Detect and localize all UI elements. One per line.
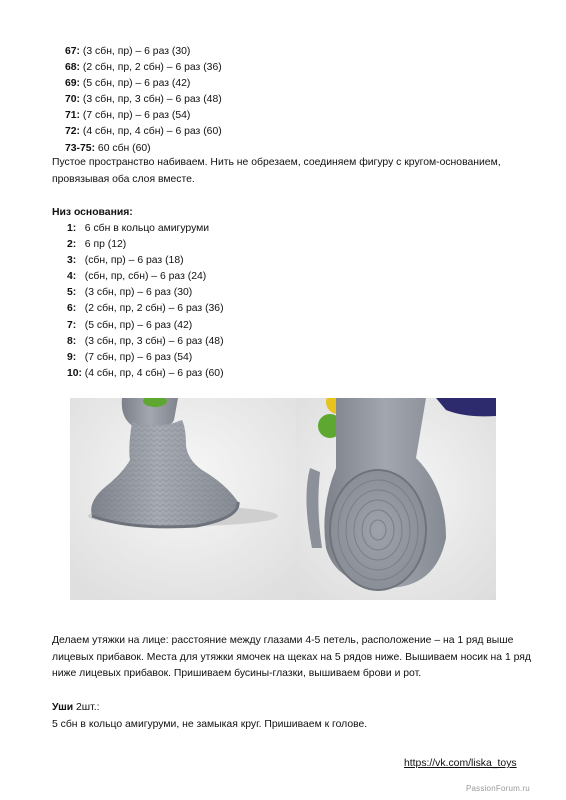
instruction-row [65,44,222,60]
row-text: 6 пр (12) [84,239,127,251]
row-text: (3 сбн, пр, 3 сбн) – 6 раз (48) [84,335,224,347]
row-number: 67: [65,46,81,57]
row-number: 4: [67,271,77,283]
row-text: (4 сбн, пр, 4 сбн) – 6 раз (60) [84,367,224,379]
row-number: 10: [67,367,83,379]
row-text: 60 сбн (60) [95,142,151,154]
row-text: 6 сбн в кольцо амигуруми [84,223,210,234]
row-text: (4 сбн, пр, 4 сбн) – 6 раз (60) [80,126,222,138]
photo-base-side [70,398,296,600]
instruction-row [65,108,222,124]
row-number: 8: [67,335,77,347]
ears-text: 5 сбн в кольцо амигуруми, не замыкая круг. Пришиваем к голове. [52,719,368,730]
base-heading: Низ основания: [52,207,133,218]
row-text: (5 сбн, пр) – 6 раз (42) [84,319,193,331]
instruction-row [67,301,224,317]
watermark: PassionForum.ru [466,784,530,793]
row-number: 1: [67,223,77,234]
row-text: (2 сбн, пр, 2 сбн) – 6 раз (36) [80,62,222,74]
row-number: 73-75: [65,142,96,154]
instruction-row [67,350,224,366]
row-text: (3 сбн, пр, 3 сбн) – 6 раз (48) [80,94,222,106]
row-number: 69: [65,78,81,90]
instruction-row [67,221,224,237]
ears-section [52,700,532,717]
row-text: (7 сбн, пр) – 6 раз (54) [80,110,191,122]
instruction-row [67,269,224,285]
row-text: (сбн, пр, сбн) – 6 раз (24) [84,271,207,283]
row-number: 5: [67,287,77,299]
instruction-row [67,285,224,301]
row-number: 7: [67,319,77,331]
row-number: 68: [65,62,81,74]
row-number: 72: [65,126,81,138]
row-number: 71: [65,110,81,122]
instruction-row [65,60,222,76]
row-text: (3 сбн, пр) – 6 раз (30) [80,46,191,57]
ears-count: 2шт.: [73,702,100,713]
row-number: 2: [67,239,77,251]
base-rows [67,221,224,382]
row-text: (7 сбн, пр) – 6 раз (54) [84,351,193,363]
vk-link[interactable]: https://vk.com/liska_toys [404,758,517,769]
instruction-row [65,92,222,108]
row-number: 9: [67,351,77,363]
face-paragraph: Делаем утяжки на лице: расстояние между глазами 4-5 петель, расположение – на 1 ряд выше лицевых прибавок. Места для утяжки ямочек на щеках на 5 рядов ниже. Вышиваем носик на 1 ряд ниже лицевых прибавок. Пришиваем бусины-глазки, вышиваем брови и рот. [52,635,531,679]
ears-heading: Уши [52,702,74,713]
row-number: 70: [65,94,81,106]
instruction-row [67,366,224,382]
instruction-row [67,334,224,350]
instruction-row [65,76,222,92]
row-number: 3: [67,255,77,267]
row-text: (5 сбн, пр) – 6 раз (42) [80,78,191,90]
instruction-row [67,253,224,269]
instruction-row [65,124,222,140]
row-text: (сбн, пр) – 6 раз (18) [84,255,184,267]
rows-67-75 [65,44,222,157]
row-number: 6: [67,303,77,315]
instruction-row [67,237,224,253]
photo-base-bottom [296,398,496,600]
stuffing-paragraph: Пустое пространство набиваем. Нить не обрезаем, соединяем фигуру с кругом-основанием, провязывая оба слоя вместе. [52,157,501,185]
row-text: (2 сбн, пр, 2 сбн) – 6 раз (36) [84,303,224,315]
instruction-row [67,318,224,334]
row-text: (3 сбн, пр) – 6 раз (30) [84,287,193,299]
